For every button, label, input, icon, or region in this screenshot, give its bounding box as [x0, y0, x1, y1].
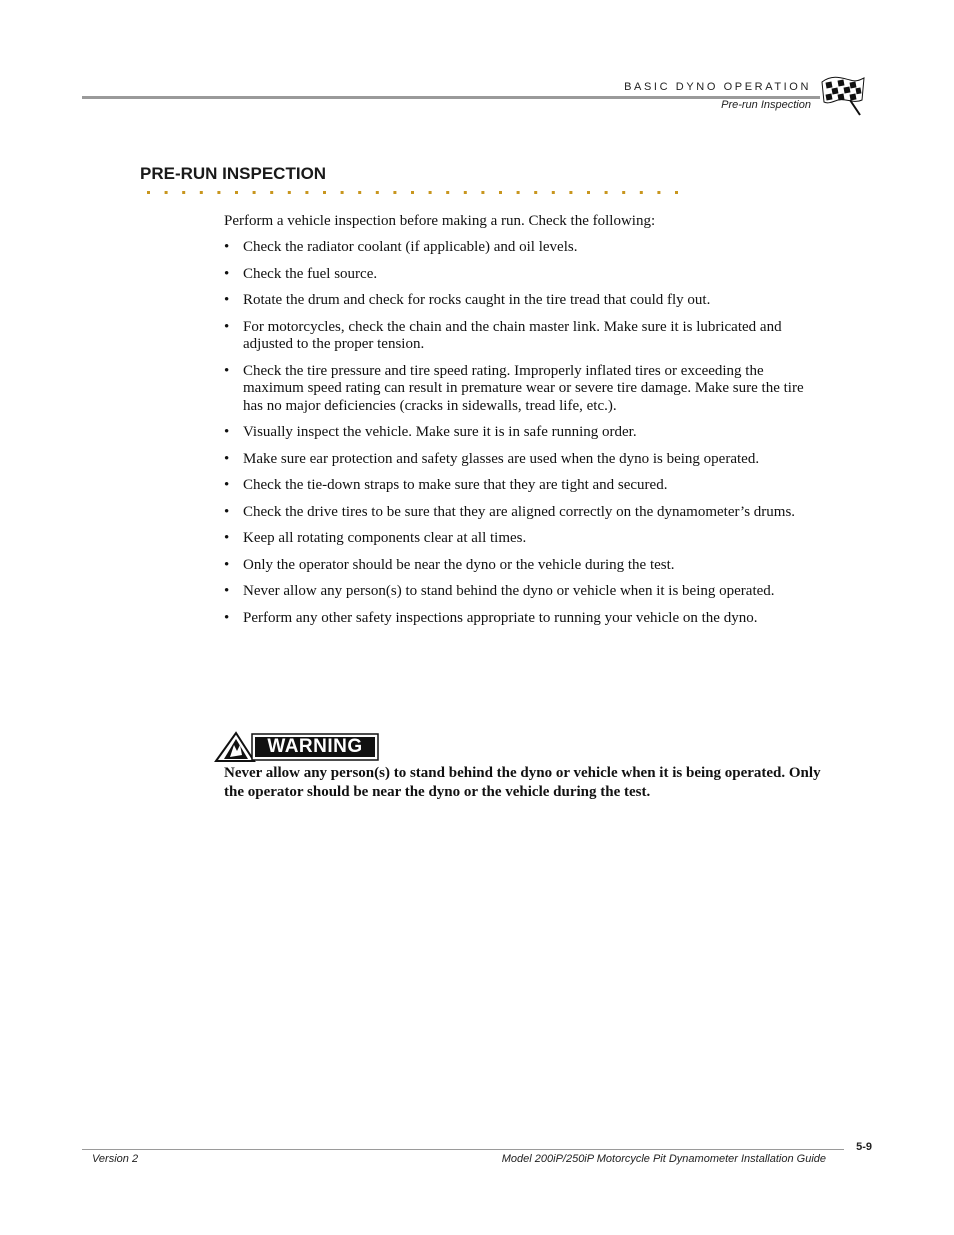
divider-dot: [235, 191, 238, 194]
bullet-icon: •: [224, 265, 230, 282]
divider-dot: [393, 191, 396, 194]
checklist-item: [224, 424, 824, 442]
page-number: 5-9: [856, 1141, 872, 1153]
bullet-icon: •: [224, 318, 230, 335]
checklist-item-text: For motorcycles, check the chain and the chain master link. Make sure it is lubricated and adjusted to the proper tension.: [243, 318, 782, 352]
bullet-icon: •: [224, 556, 230, 573]
checklist-item: [224, 363, 824, 416]
checklist-item-text: Perform any other safety inspections appropriate to running your vehicle on the dyno.: [243, 609, 758, 626]
bullet-icon: •: [224, 477, 230, 493]
section-title: PRE-RUN INSPECTION: [140, 164, 327, 183]
bullet-icon: •: [224, 424, 230, 440]
checklist-item: [224, 292, 824, 310]
checklist-item: [224, 610, 824, 628]
divider-dot: [499, 191, 502, 194]
divider-dot: [464, 191, 467, 194]
checklist-item-text: Visually inspect the vehicle. Make sure it is in safe running order.: [243, 424, 637, 440]
checklist-item: [224, 266, 824, 284]
footer-version: Version 2: [92, 1153, 139, 1165]
divider-dot: [534, 191, 537, 194]
divider-dot: [517, 191, 520, 194]
divider-dot: [429, 191, 432, 194]
intro-paragraph: Perform a vehicle inspection before making a run. Check the following:: [224, 213, 656, 229]
bullet-icon: •: [224, 609, 230, 626]
checklist-item-text: Make sure ear protection and safety glasses are used when the dyno is being operated.: [243, 450, 760, 467]
checklist-item: [224, 557, 824, 575]
bullet-icon: •: [224, 362, 230, 379]
divider-dot: [288, 191, 291, 194]
chapter-subtitle: Pre-run Inspection: [721, 99, 811, 111]
divider-dot: [341, 191, 344, 194]
bullet-icon: •: [224, 292, 230, 308]
divider-dot: [165, 191, 168, 194]
checklist-item: [224, 583, 824, 601]
footer-guide-title: Model 200iP/250iP Motorcycle Pit Dynamometer Installation Guide: [501, 1153, 826, 1165]
checklist-item-text: Check the fuel source.: [243, 265, 378, 282]
checklist-item: [224, 239, 824, 257]
checkered-flag-icon: [820, 74, 866, 116]
divider-dot: [569, 191, 572, 194]
warning-text: Never allow any person(s) to stand behind the dyno or vehicle when it is being operated. Only the operator should be near the dyno or the vehicle during the test.: [224, 765, 821, 800]
divider-dot: [657, 191, 660, 194]
divider-dot: [552, 191, 555, 194]
divider-dot: [481, 191, 484, 194]
section-divider-dots: [146, 190, 686, 196]
bullet-icon: •: [224, 450, 230, 467]
divider-dot: [587, 191, 590, 194]
divider-dot: [411, 191, 414, 194]
divider-dot: [323, 191, 326, 194]
checklist-item-text: Keep all rotating components clear at all times.: [243, 530, 527, 546]
checklist-item-text: Check the radiator coolant (if applicable) and oil levels.: [243, 239, 578, 255]
divider-dot: [147, 191, 150, 194]
divider-dot: [217, 191, 220, 194]
checklist-item: [224, 319, 824, 354]
checklist-item-text: Only the operator should be near the dyno or the vehicle during the test.: [243, 556, 675, 573]
bullet-icon: •: [224, 503, 230, 520]
checklist-item: [224, 477, 824, 495]
divider-dot: [640, 191, 643, 194]
divider-dot: [605, 191, 608, 194]
divider-dot: [376, 191, 379, 194]
header-rule: [82, 96, 820, 99]
chapter-title: BASIC DYNO OPERATION: [624, 81, 811, 93]
checklist-item: [224, 504, 824, 522]
divider-dot: [622, 191, 625, 194]
divider-dot: [675, 191, 678, 194]
bullet-icon: •: [224, 530, 230, 546]
checklist-item-text: Rotate the drum and check for rocks caught in the tire tread that could fly out.: [243, 292, 711, 308]
footer-rule: [82, 1149, 844, 1150]
checklist-item: [224, 451, 824, 469]
checklist-item-text: Check the drive tires to be sure that they are aligned correctly on the dynamometer’s drums.: [243, 503, 796, 520]
divider-dot: [358, 191, 361, 194]
bullet-icon: •: [224, 239, 230, 255]
checklist-item-text: Check the tire pressure and tire speed rating. Improperly inflated tires or exceeding the maximum speed rating can result in premature wear or severe tire damage. Make sure the tire has no major deficiencies (cracks in sidewalls, tread life, etc.).: [243, 362, 804, 414]
warning-label: WARNING: [267, 736, 363, 757]
checklist-item-text: Check the tie-down straps to make sure that they are tight and secured.: [243, 477, 668, 493]
inspection-checklist: [224, 239, 824, 636]
divider-dot: [253, 191, 256, 194]
divider-dot: [182, 191, 185, 194]
divider-dot: [200, 191, 203, 194]
divider-dot: [305, 191, 308, 194]
divider-dot: [446, 191, 449, 194]
bullet-icon: •: [224, 583, 230, 599]
checklist-item: [224, 530, 824, 548]
checklist-item-text: Never allow any person(s) to stand behind the dyno or vehicle when it is being operated.: [243, 583, 775, 599]
divider-dot: [270, 191, 273, 194]
